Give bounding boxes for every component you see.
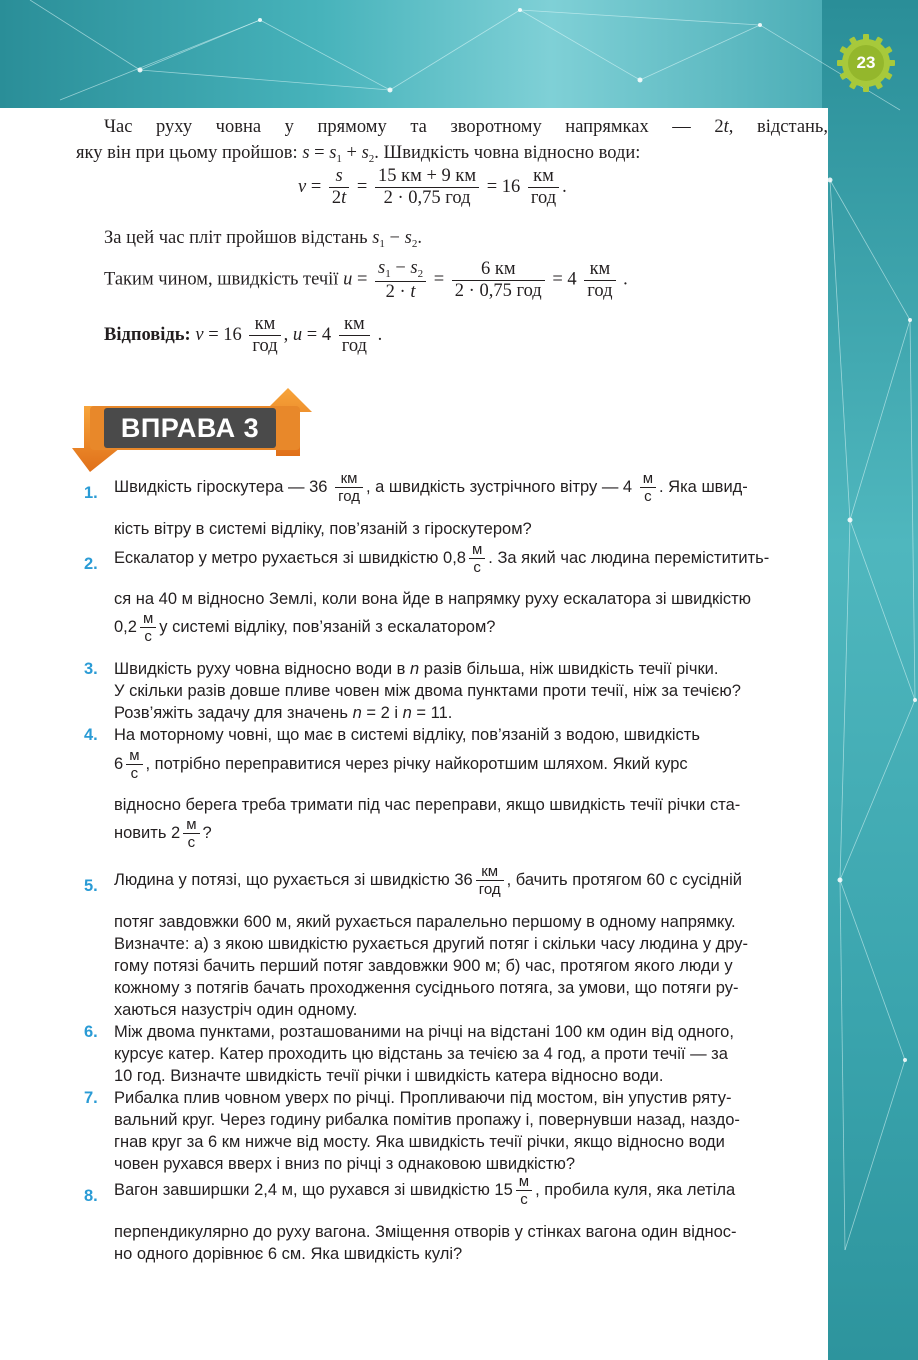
- problem-5-line-2: потяг завдовжки 600 м, який рухається паралельно першому в одному напрямку.: [114, 913, 736, 931]
- problem-5-line-1: Людина у потязі, що рухається зі швидкістю 36 $\frac{км}{\text{год}}$ , бачить протягом 60 с сусідній: [114, 863, 743, 899]
- problem-3-line-3: Розв’яжіть задачу для значень n = 2 і n = 11.: [114, 704, 453, 722]
- problem-4-line-4: новить 2 $\frac{м}{с}$ ?: [114, 816, 212, 852]
- problem-8-line-1: Вагон завширшки 2,4 м, що рухався зі швидкістю 15 $\frac{м}{с}$ , пробила куля, яка летіла: [114, 1173, 736, 1209]
- problem-8-line-2: перпендикулярно до руху вагона. Зміщення отворів у стінках вагона один віднос-: [114, 1223, 737, 1241]
- problem-3-line-1: Швидкість руху човна відносно води в n разів більша, ніж швидкість течії річки.: [114, 660, 719, 678]
- problem-number: 6.: [84, 1023, 98, 1041]
- problem-5-line-3: Визначте: а) з якою швидкістю рухається другий потяг і скільки часу людина у дру-: [114, 935, 749, 953]
- formula-boat-speed: v = $\frac{s}{2t}$ = $\frac{15 км + 9 км}{\text{2 · 0,75 год}}$ = 16 $\frac{км}{\text{год}}$ .: [298, 166, 567, 209]
- problem-7-line-2: вальний круг. Через годину рибалка помітив пропажу і, повернувши назад, наздо-: [114, 1111, 740, 1129]
- problem-number: 5.: [84, 877, 98, 895]
- problem-5-line-6: хаються назустріч один одному.: [114, 1001, 358, 1019]
- answer-line: Відповідь: v = 16 $\frac{км}{\text{год}}$ , u = 4 $\frac{км}{\text{год}}$ .: [104, 314, 383, 357]
- problem-number: 3.: [84, 660, 98, 678]
- problem-2-line-1: Ескалатор у метро рухається зі швидкістю 0,8 $\frac{м}{с}$ . За який час людина переміститить-: [114, 541, 770, 577]
- problem-8-line-3: но одного дорівнює 6 см. Яка швидкість кулі?: [114, 1245, 463, 1263]
- problem-1-line-1: Швидкість гіроскутера — 36 $\frac{км}{\text{год}}$ , а швидкість зустрічного вітру — 4 $\frac{м}{с}$ . Яка швид-: [114, 470, 748, 506]
- problem-number: 2.: [84, 555, 98, 573]
- problem-3-line-2: У скільки разів довше пливе човен між двома пунктами проти течії, ніж за течією?: [114, 682, 741, 700]
- problem-6-line-1: Між двома пунктами, розташованими на річці на відстані 100 км один від одного,: [114, 1023, 734, 1041]
- problem-number: 7.: [84, 1089, 98, 1107]
- problem-number: 1.: [84, 484, 98, 502]
- solution-line-4: За цей час пліт пройшов відстань $s_1 - s_2$.: [104, 228, 422, 250]
- solution-line-1: Час руху човна у прямому та зворотному напрямках — 2t, відстань,: [104, 117, 828, 137]
- exercise-title: ВПРАВА 3: [120, 413, 260, 443]
- header-background: [0, 0, 918, 108]
- page-number: 23: [856, 53, 876, 72]
- problem-4-line-3: відносно берега треба тримати під час переправи, якщо швидкість течії річки ста-: [114, 796, 741, 814]
- problem-5-line-5: кожному з потягів бачать проходження сусіднього потяга, за умови, що потяги ру-: [114, 979, 739, 997]
- problem-2-line-3: 0,2 $\frac{м}{с}$ у системі відліку, пов’язаній з ескалатором?: [114, 610, 496, 646]
- problem-4-line-1: На моторному човні, що має в системі відліку, пов’язаній з водою, швидкість: [114, 726, 700, 744]
- problem-2-line-2: ся на 40 м відносно Землі, коли вона йде в напрямку руху ескалатора зі швидкістю: [114, 590, 752, 608]
- problem-5-line-4: гому потязі бачить перший потяг завдовжки 900 м; б) час, протягом якого люди у: [114, 957, 733, 975]
- problem-6-line-3: 10 год. Визначте швидкість течії річки і швидкість катера відносно води.: [114, 1067, 664, 1085]
- problem-number: 4.: [84, 726, 98, 744]
- problem-7-line-1: Рибалка плив човном уверх по річці. Пропливаючи під мостом, він упустив ряту-: [114, 1089, 732, 1107]
- problem-6-line-2: курсує катер. Катер проходить цю відстань за течією за 4 год, а проти течії — за: [114, 1045, 728, 1063]
- side-background: [822, 0, 918, 1360]
- problem-1-line-2: кість вітру в системі відліку, пов’язаній з гіроскутером?: [114, 520, 532, 538]
- problem-7-line-4: човен рухався вверх і вниз по річці з однаковою швидкістю?: [114, 1155, 576, 1173]
- formula-current-speed: Таким чином, швидкість течії u = $\frac{s_1 - s_2}{2 \cdot t}$ = $\frac{6 км}{\text{2 · 0,75 год}}$ = 4 $\frac{км}{\text{год}}$ .: [104, 258, 628, 302]
- problem-number: 8.: [84, 1187, 98, 1205]
- problem-7-line-3: гнав круг за 6 км нижче від мосту. Яка швидкість течії річки, якщо відносно води: [114, 1133, 725, 1151]
- problem-4-line-2: 6 $\frac{м}{с}$ , потрібно переправитися через річку найкоротшим шляхом. Який курс: [114, 747, 688, 783]
- solution-line-2: яку він при цьому пройшов: $s = s_1 + s_2$. Швидкість човна відносно води:: [76, 143, 641, 165]
